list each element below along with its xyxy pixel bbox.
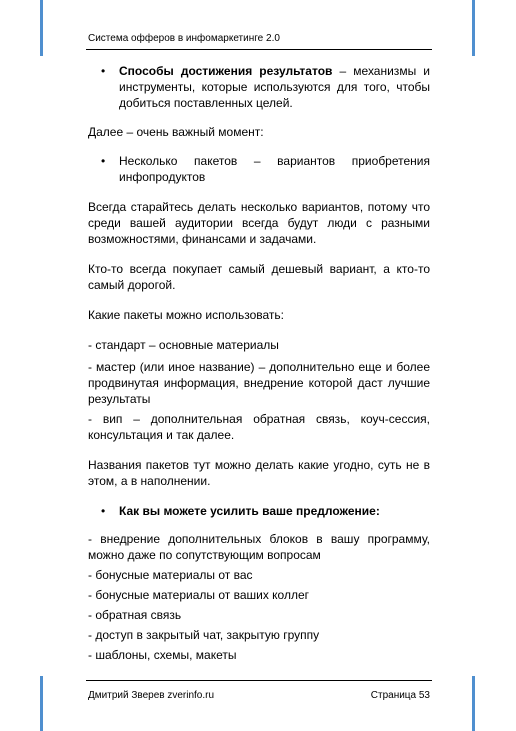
bullet-marker: •: [101, 504, 106, 518]
footer-page-number: Страница 53: [370, 690, 430, 701]
header-divider: [86, 49, 432, 50]
bullet-bold-term: Способы достижения результатов: [119, 64, 333, 78]
page-margin-bar-bottom-left: [40, 676, 43, 731]
page-body: [88, 63, 430, 663]
bullet-item-achievement-methods: [88, 63, 430, 111]
bullet-item-packages: [88, 153, 430, 185]
bullet-text: Несколько пакетов – вариантов приобретения инфопродуктов: [119, 154, 430, 184]
list-line: - обратная связь: [88, 608, 182, 622]
list-line-master: - мастер (или иное название) – дополнительно еще и более продвинутая информация, внедрение которой даст лучшие результаты: [88, 360, 430, 406]
list-line: - шаблоны, схемы, макеты: [88, 648, 237, 662]
list-line: - бонусные материалы от ваших коллег: [88, 588, 310, 602]
paragraph: Далее – очень важный момент:: [88, 125, 264, 139]
list-line: - внедрение дополнительных блоков в вашу программу, можно даже по сопутствующим вопросам: [88, 532, 430, 562]
list-line: - доступ в закрытый чат, закрытую группу: [88, 628, 320, 642]
paragraph: Кто-то всегда покупает самый дешевый вариант, а кто-то самый дорогой.: [88, 262, 430, 292]
bullet-bold-term: Как вы можете усилить ваше предложение:: [119, 504, 380, 518]
paragraph: Названия пакетов тут можно делать какие угодно, суть не в этом, а в наполнении.: [88, 458, 430, 488]
footer-author: Дмитрий Зверев zverinfo.ru: [88, 690, 215, 701]
list-line-standard: - стандарт – основные материалы: [88, 338, 279, 352]
page-margin-bar-bottom-right: [472, 676, 475, 731]
footer-divider: [86, 680, 432, 681]
page-header-title: Система офферов в инфомаркетинге 2.0: [88, 33, 280, 44]
page-margin-bar-top-left: [40, 0, 43, 56]
bullet-text: – механизмы и инструменты, которые используются для того, чтобы добиться поставленных целей.: [119, 64, 430, 110]
paragraph: Какие пакеты можно использовать:: [88, 308, 285, 322]
paragraph: Всегда старайтесь делать несколько вариантов, потому что среди вашей аудитории всегда будут люди с разными возможностями, финансами и задачами.: [88, 200, 430, 246]
bullet-marker: •: [101, 154, 106, 168]
bullet-item-strengthen-offer: [88, 503, 430, 519]
page-margin-bar-top-right: [472, 0, 475, 56]
bullet-marker: •: [101, 64, 106, 78]
list-line-vip: - вип – дополнительная обратная связь, коуч-сессия, консультация и так далее.: [88, 412, 430, 442]
list-line: - бонусные материалы от вас: [88, 568, 253, 582]
